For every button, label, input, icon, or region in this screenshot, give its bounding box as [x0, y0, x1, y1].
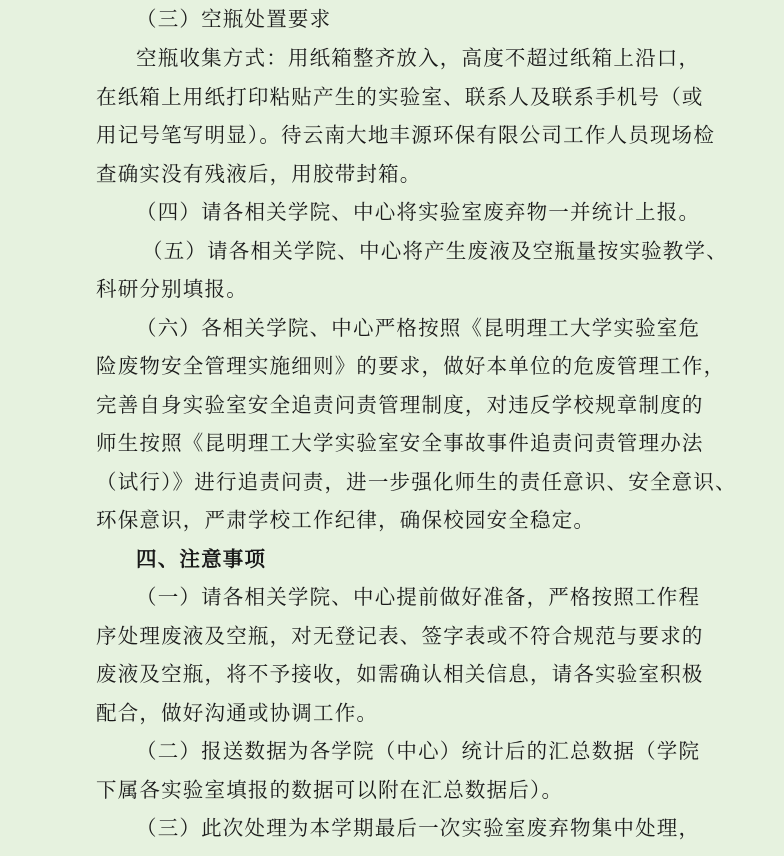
line-22: （三）此次处理为本学期最后一次实验室废弃物集中处理，	[136, 816, 701, 840]
line-19: 配合，做好沟通或协调工作。	[96, 701, 379, 725]
line-12: 师生按照《昆明理工大学实验室安全事故事件追责问责管理办法	[96, 431, 704, 455]
section-heading: 四、注意事项	[136, 547, 267, 571]
line-09: （六）各相关学院、中心严格按照《昆明理工大学实验室危	[136, 316, 701, 340]
line-21: 下属各实验室填报的数据可以附在汇总数据后）。	[96, 778, 564, 802]
line-20: （二）报送数据为各学院（中心）统计后的汇总数据（学院	[136, 739, 701, 763]
line-17: 序处理废液及空瓶，对无登记表、签字表或不符合规范与要求的	[96, 624, 704, 648]
line-16: （一）请各相关学院、中心提前做好准备，严格按照工作程	[136, 585, 701, 609]
line-01: （三）空瓶处置要求	[136, 7, 332, 31]
line-04: 用记号笔写明显）。待云南大地丰源环保有限公司工作人员现场检	[96, 123, 716, 147]
line-02: 空瓶收集方式：用纸箱整齐放入，高度不超过纸箱上沿口，	[136, 46, 701, 70]
line-06: （四）请各相关学院、中心将实验室废弃物一并统计上报。	[136, 200, 701, 224]
line-03: 在纸箱上用纸打印粘贴产生的实验室、联系人及联系手机号（或	[96, 85, 704, 109]
line-05: 查确实没有残液后，用胶带封箱。	[96, 162, 422, 186]
line-08: 科研分别填报。	[96, 277, 248, 301]
line-07: （五）请各相关学院、中心将产生废液及空瓶量按实验教学、	[142, 239, 728, 263]
line-10: 险废物安全管理实施细则》的要求，做好本单位的危废管理工作，	[96, 354, 726, 378]
line-18: 废液及空瓶，将不予接收，如需确认相关信息，请各实验室积极	[96, 662, 704, 686]
line-14: 环保意识，严肃学校工作纪律，确保校园安全稳定。	[96, 508, 596, 532]
line-13: （试行）》进行追责问责，进一步强化师生的责任意识、安全意识、	[96, 470, 737, 494]
line-11: 完善自身实验室安全追责问责管理制度，对违反学校规章制度的	[96, 393, 704, 417]
